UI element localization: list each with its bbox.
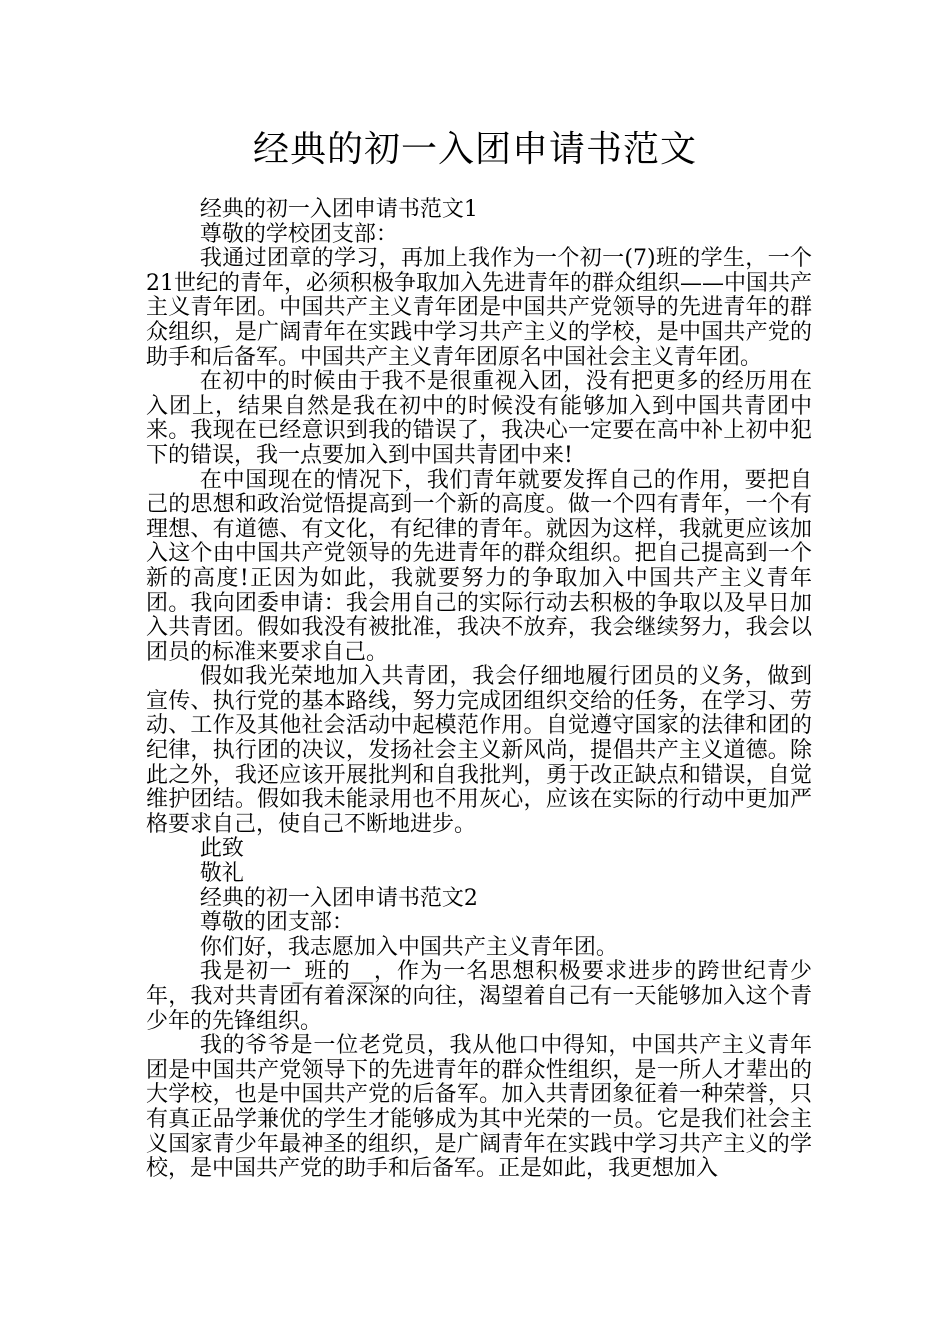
section-heading: 经典的初一入团申请书范文2 — [199, 885, 478, 911]
body-paragraph: 我的爷爷是一位老党员，我从他口中得知，中国共产主义青年团是中国共产党领导下的先进青年的群众性组织，是一所人才辈出的大学校，也是中国共产党的后备军。加入共青团象征着一种荣誉，只有真正品学兼优的学生才能够成为其中光荣的一员。它是我们社会主义国家青少年最神圣的组织，是广阔青年在实践中学习共产主义的学校，是中国共产党的助手和后备军。正是如此，我更想加入 — [146, 1033, 812, 1182]
closing-line: 敬礼 — [199, 861, 244, 887]
document-body — [146, 198, 812, 1182]
body-paragraph: 我是初一_班的__，作为一名思想积极要求进步的跨世纪青少年，我对共青团有着深深的向往，渴望着自己有一天能够加入这个青少年的先锋组织。 — [146, 959, 812, 1034]
body-paragraph: 我通过团章的学习，再加上我作为一个初一(7)班的学生，一个21世纪的青年，必须积极争取加入先进青年的群众组织——中国共产主义青年团。中国共产主义青年团是中国共产党领导的先进青年的群众组织，是广阔青年在实践中学习共产主义的学校，是中国共产党的助手和后备军。中国共产主义青年团原名中国社会主义青年团。 — [146, 246, 812, 370]
closing-line: 此致 — [199, 836, 244, 862]
section-heading: 经典的初一入团申请书范文1 — [199, 197, 478, 222]
body-paragraph: 在初中的时候由于我不是很重视入团，没有把更多的经历用在入团上，结果自然是我在初中的时候没有能够加入到中国共青团中来。我现在已经意识到我的错误了，我决心一定要在高中补上初中犯下的错误，我一点要加入到中国共青团中来! — [146, 369, 812, 468]
body-paragraph: 假如我光荣地加入共青团，我会仔细地履行团员的义务，做到宣传、执行党的基本路线，努力完成团组织交给的任务，在学习、劳动、工作及其他社会活动中起模范作用。自觉遵守国家的法律和团的纪律，执行团的决议，发扬社会主义新风尚，提倡共产主义道德。除此之外，我还应该开展批判和自我批判，勇于改正缺点和错误，自觉维护团结。假如我未能录用也不用灰心，应该在实际的行动中更加严格要求自己，使自己不断地进步。 — [146, 664, 812, 837]
salutation: 尊敬的团支部： — [199, 910, 354, 936]
body-paragraph: 你们好，我志愿加入中国共产主义青年团。 — [199, 934, 618, 960]
document-title: 经典的初一入团申请书范文 — [252, 129, 697, 170]
salutation: 尊敬的学校团支部： — [199, 221, 398, 247]
body-paragraph: 在中国现在的情况下，我们青年就要发挥自己的作用，要把自己的思想和政治觉悟提高到一个新的高度。做一个四有青年，一个有理想、有道德、有文化，有纪律的青年。就因为这样，我就更应该加入这个由中国共产党领导的先进青年的群众组织。把自己提高到一个新的高度!正因为如此，我就要努力的争取加入中国共产主义青年团。我向团委申请：我会用自己的实际行动去积极的争取以及早日加入共青团。假如我没有被批准，我决不放弃，我会继续努力，我会以团员的标准来要求自己。 — [146, 467, 812, 665]
